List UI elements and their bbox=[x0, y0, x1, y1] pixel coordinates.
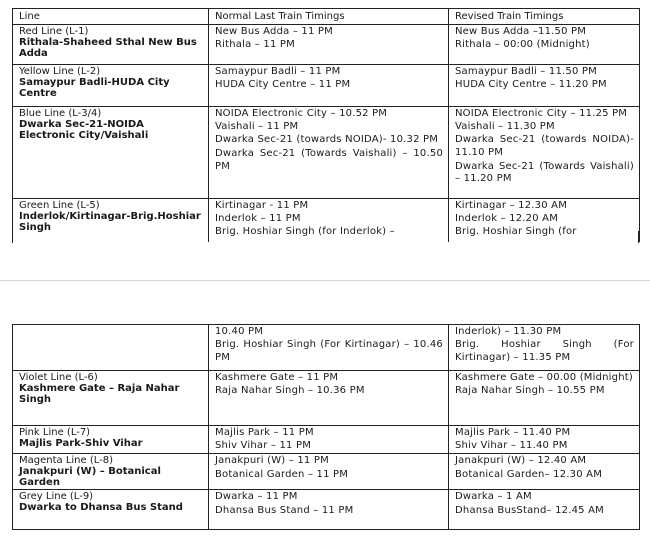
revised-timings-cell bbox=[449, 325, 640, 371]
revised-timings-cell bbox=[449, 490, 640, 530]
revised-timing-entry: Botanical Garden– 12.30 AM bbox=[455, 468, 603, 480]
revised-timing-entry: Dwarka Sec-21 (Towards Vaishali) – 11.20 PM bbox=[455, 160, 634, 185]
normal-timings-cell bbox=[209, 371, 449, 426]
page-1-cut-edge bbox=[12, 231, 639, 243]
revised-timing-entry: Majlis Park – 11.40 PM bbox=[455, 427, 571, 438]
line-cell bbox=[13, 426, 209, 454]
revised-timings-cell bbox=[449, 426, 640, 454]
normal-timing-entry: Dwarka – 11 PM bbox=[215, 491, 298, 503]
normal-timing-entry: Inderlok – 11 PM bbox=[215, 213, 301, 225]
normal-timing-entry: Raja Nahar Singh – 10.36 PM bbox=[215, 385, 365, 397]
normal-timing-entry: Brig. Hoshiar Singh (For Kirtinagar) – 10.46 PM bbox=[215, 339, 443, 364]
revised-timing-entry: Janakpuri (W) – 12.40 AM bbox=[455, 455, 587, 467]
revised-timing-entry: Samaypur Badli – 11.50 PM bbox=[455, 66, 597, 77]
line-cell bbox=[13, 107, 209, 199]
timings-table-page-1 bbox=[12, 8, 640, 242]
revised-timings-cell bbox=[449, 65, 640, 107]
line-cell bbox=[13, 371, 209, 426]
table-row bbox=[13, 107, 640, 199]
revised-timings-cell bbox=[449, 25, 640, 65]
normal-timing-entry: Samaypur Badli – 11 PM bbox=[215, 66, 341, 77]
timings-table-page-2 bbox=[12, 324, 640, 530]
revised-timing-entry: Raja Nahar Singh – 10.55 PM bbox=[455, 385, 605, 397]
line-code: Green Line (L-5) bbox=[19, 200, 100, 211]
revised-timings-cell bbox=[449, 371, 640, 426]
header-line: Line bbox=[13, 9, 209, 25]
line-code: Violet Line (L-6) bbox=[19, 372, 98, 383]
normal-timings-cell bbox=[209, 25, 449, 65]
normal-timing-entry: Dwarka Sec-21 (Towards Vaishali) – 10.50 PM bbox=[215, 147, 443, 172]
normal-timing-entry: NOIDA Electronic City – 10.52 PM bbox=[215, 108, 388, 119]
revised-timing-entry: NOIDA Electronic City – 11.25 PM bbox=[455, 108, 628, 119]
page-separator bbox=[0, 280, 650, 281]
line-route-name: Dwarka to Dhansa Bus Stand bbox=[19, 502, 183, 514]
revised-timing-entry: New Bus Adda –11.50 PM bbox=[455, 26, 587, 37]
normal-timing-entry: Janakpuri (W) – 11 PM bbox=[215, 455, 329, 467]
revised-timing-entry: Brig. Hoshiar Singh (for bbox=[455, 226, 577, 238]
normal-timing-entry: Rithala – 11 PM bbox=[215, 39, 295, 51]
line-code: Red Line (L-1) bbox=[19, 26, 89, 37]
line-cell bbox=[13, 25, 209, 65]
line-code: Magenta Line (L-8) bbox=[19, 455, 114, 467]
header-revised-timings: Revised Train Timings bbox=[449, 9, 640, 25]
revised-timing-entry: Kashmere Gate – 00.00 (Midnight) bbox=[455, 372, 633, 383]
normal-timing-entry: Dhansa Bus Stand – 11 PM bbox=[215, 504, 354, 516]
table-row bbox=[13, 371, 640, 426]
normal-timings-cell bbox=[209, 454, 449, 490]
header-row bbox=[13, 9, 640, 25]
normal-timing-entry: Botanical Garden – 11 PM bbox=[215, 468, 349, 480]
revised-timing-entry: Vaishali – 11.30 PM bbox=[455, 121, 555, 133]
revised-timing-entry: HUDA City Centre – 11.20 PM bbox=[455, 79, 607, 91]
table-body-page-1 bbox=[13, 25, 640, 243]
normal-timings-cell bbox=[209, 107, 449, 199]
line-code: Yellow Line (L-2) bbox=[19, 66, 101, 77]
normal-timing-entry: Kashmere Gate – 11 PM bbox=[215, 372, 339, 383]
normal-timings-cell bbox=[209, 325, 449, 371]
table-row bbox=[13, 426, 640, 454]
normal-timing-entry: 10.40 PM bbox=[215, 326, 264, 337]
revised-timing-entry: Brig. Hoshiar Singh (For Kirtinagar) – 11.35 PM bbox=[455, 339, 634, 364]
normal-timings-cell bbox=[209, 490, 449, 530]
revised-timing-entry: Inderlok – 12.20 AM bbox=[455, 213, 559, 225]
table-row bbox=[13, 25, 640, 65]
table-row bbox=[13, 490, 640, 530]
revised-timings-cell bbox=[449, 107, 640, 199]
revised-timings-cell bbox=[449, 454, 640, 490]
revised-timing-entry: Dwarka – 1 AM bbox=[455, 491, 532, 503]
table-body-page-2 bbox=[13, 325, 640, 530]
line-cell bbox=[13, 454, 209, 490]
line-code: Blue Line (L-3/4) bbox=[19, 108, 102, 119]
line-code: Pink Line (L-7) bbox=[19, 427, 91, 438]
normal-timing-entry: Brig. Hoshiar Singh (for Inderlok) – bbox=[215, 226, 395, 238]
line-route-name: Samaypur Badli-HUDA City Centre bbox=[19, 77, 170, 99]
table-row bbox=[13, 65, 640, 107]
normal-timing-entry: Dwarka Sec-21 (towards NOIDA)- 10.32 PM bbox=[215, 134, 439, 146]
normal-timing-entry: Shiv Vihar – 11 PM bbox=[215, 440, 312, 452]
normal-timing-entry: Vaishali – 11 PM bbox=[215, 121, 299, 133]
normal-timing-entry: New Bus Adda – 11 PM bbox=[215, 26, 333, 37]
normal-timings-cell bbox=[209, 65, 449, 107]
table-row bbox=[13, 454, 640, 490]
line-route-name: Dwarka Sec-21-NOIDA Electronic City/Vaishali bbox=[19, 119, 149, 141]
line-cell bbox=[13, 65, 209, 107]
revised-timing-entry: Dwarka Sec-21 (towards NOIDA)- 11.10 PM bbox=[455, 134, 634, 159]
normal-timings-cell bbox=[209, 426, 449, 454]
normal-timing-entry: HUDA City Centre – 11 PM bbox=[215, 79, 351, 91]
revised-timing-entry: Rithala – 00:00 (Midnight) bbox=[455, 39, 590, 51]
line-route-name: Majlis Park-Shiv Vihar bbox=[19, 438, 143, 449]
normal-timing-entry: Majlis Park – 11 PM bbox=[215, 427, 314, 438]
line-route-name: Inderlok/Kirtinagar-Brig.Hoshiar Singh bbox=[19, 211, 201, 233]
line-route-name: Janakpuri (W) – Botanical Garden bbox=[19, 466, 161, 489]
normal-timing-entry: Kirtinagar - 11 PM bbox=[215, 200, 309, 211]
line-cell bbox=[13, 490, 209, 530]
page-1-viewport bbox=[0, 0, 650, 242]
revised-timing-entry: Inderlok) – 11.30 PM bbox=[455, 326, 562, 337]
line-route-name: Kashmere Gate – Raja Nahar Singh bbox=[19, 383, 180, 405]
table-row bbox=[13, 325, 640, 371]
line-route-name: Rithala-Shaheed Sthal New Bus Adda bbox=[19, 37, 197, 59]
revised-timing-entry: Dhansa BusStand– 12.45 AM bbox=[455, 504, 604, 516]
revised-timing-entry: Shiv Vihar – 11.40 PM bbox=[455, 440, 568, 452]
line-cell bbox=[13, 325, 209, 371]
header-normal-timings: Normal Last Train Timings bbox=[209, 9, 449, 25]
revised-timing-entry: Kirtinagar – 12.30 AM bbox=[455, 200, 568, 211]
line-code: Grey Line (L-9) bbox=[19, 491, 94, 503]
